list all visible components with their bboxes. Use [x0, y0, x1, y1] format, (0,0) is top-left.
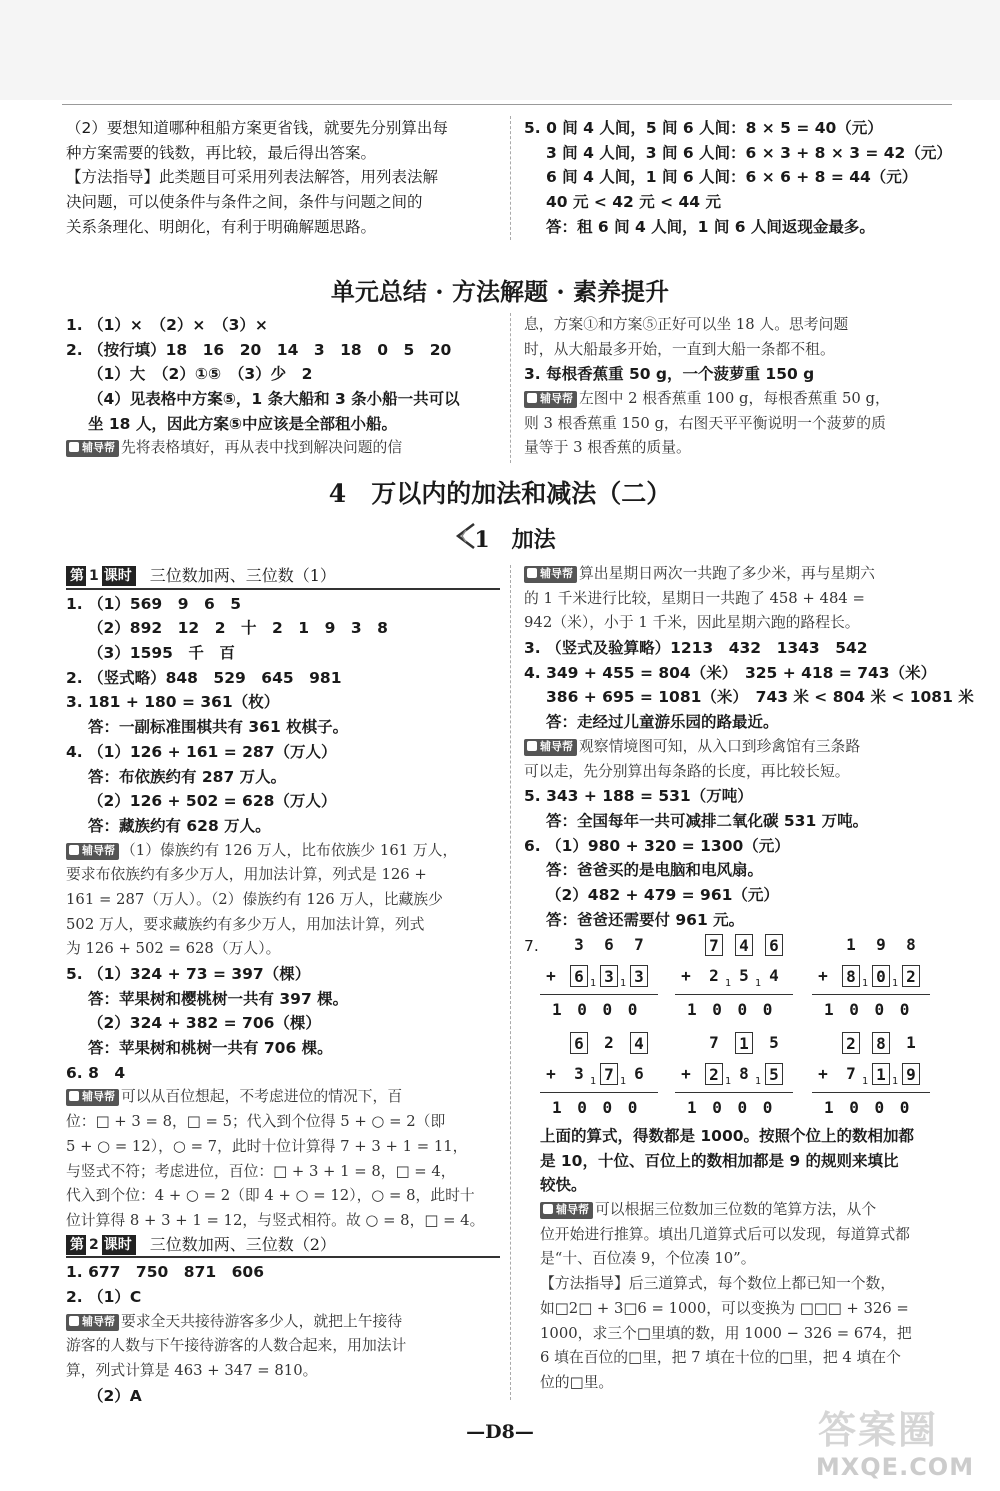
unit-summary-title: 单元总结 · 方法解题 · 素养提升	[330, 277, 670, 306]
filled-box-digit: 8	[842, 965, 860, 987]
filled-box-digit: 2	[902, 965, 920, 987]
filled-box-digit: 6	[570, 965, 588, 987]
answer-line: 较快。	[540, 1176, 587, 1195]
addition-puzzle	[812, 1032, 937, 1124]
sum-line	[812, 994, 930, 995]
answer-line: 答：藏族约有 628 万人。	[88, 816, 271, 835]
helper-note: 辅导帮 左图中 2 根香蕉重 100 g，每根香蕉重 50 g，	[524, 387, 954, 412]
answer-line: 386 + 695 = 1081（米） 743 米 < 804 米 < 1081 米	[546, 688, 974, 707]
answer-line: 3. （竖式及验算略）1213 432 1343 542	[524, 639, 868, 658]
answer-line: 答：爸爸还需要付 961 元。	[546, 910, 745, 929]
filled-box-digit: 2	[842, 1032, 860, 1054]
digit: 4	[769, 966, 779, 985]
text-line: 【方法指导】此类题目可采用列表法解答，用列表法解	[66, 168, 439, 187]
filled-box-digit: 9	[902, 1063, 920, 1085]
plus-sign: +	[546, 966, 556, 985]
filled-box-digit: 0	[872, 965, 890, 987]
answer-line: 4. 349 + 455 = 804（米） 325 + 418 = 743（米）	[524, 663, 937, 682]
filled-box-digit: 6	[765, 934, 783, 956]
digit: 8	[906, 935, 916, 954]
answer-line: 2. （1）C	[66, 1287, 142, 1306]
filled-box-digit: 1	[735, 1032, 753, 1054]
answer-line: 5. （1）324 + 73 = 397（棵）	[66, 965, 311, 983]
sum-line	[540, 994, 658, 995]
answer-line: 2. （按行填）18 16 20 14 3 18 0 5 20	[66, 340, 452, 359]
sum-line	[675, 994, 793, 995]
top-left-block	[66, 116, 506, 239]
answer-line: 答：租 6 间 4 人间，1 间 6 人间返现金最多。	[546, 217, 875, 236]
sum-result: 1 0 0 0	[687, 1000, 776, 1019]
helper-icon	[543, 1204, 553, 1214]
text-line: 息，方案①和方案⑤正好可以坐 18 人。思考问题	[524, 316, 849, 333]
plus-sign: +	[818, 1064, 828, 1083]
digit: 7	[634, 935, 644, 954]
text-line: 的 1 千米进行比较，星期日一共跑了 458 + 484 =	[524, 589, 865, 607]
carry-mark: 1	[862, 978, 869, 989]
column-divider	[510, 565, 511, 1400]
answer-line: 4. （1）126 + 161 = 287（万人）	[66, 742, 337, 761]
sum-line	[675, 1092, 793, 1093]
text-line: 代入到个位：4 + ○ = 2（即 4 + ○ = 12），○ = 8，此时十	[66, 1187, 475, 1205]
carry-mark: 1	[892, 1076, 899, 1087]
digit: 6	[604, 935, 614, 954]
helper-icon	[69, 442, 79, 452]
text-line: 量等于 3 根香蕉的质量。	[524, 439, 691, 457]
helper-note: 辅导帮 要求全天共接待游客多少人，就把上午接待	[66, 1310, 500, 1335]
chapter-title: 4 万以内的加法和减法（二）	[328, 479, 672, 508]
helper-tag: 辅导帮	[524, 739, 577, 756]
sum-result: 1 0 0 0	[552, 1098, 641, 1117]
sum-line	[812, 1092, 930, 1093]
addition-puzzle	[675, 1032, 800, 1124]
filled-box-digit: 7	[600, 1063, 618, 1085]
addition-puzzle	[675, 934, 800, 1026]
text-line: 942（米），小于 1 千米，因此星期六跑的路程长。	[524, 614, 860, 632]
answer-line: 3. 每根香蕉重 50 g，一个菠萝重 150 g	[524, 365, 815, 384]
helper-note: 辅导帮 可以从百位想起，不考虑进位的情况下，百	[66, 1085, 500, 1110]
answer-line: （2）126 + 502 = 628（万人）	[88, 792, 337, 811]
helper-tag: 辅导帮	[66, 1089, 119, 1106]
text-line: 如□2□ + 3□6 = 1000，可以变换为 □□□ + 326 =	[540, 1299, 909, 1317]
right-column-after	[540, 1124, 960, 1396]
helper-tag: 辅导帮	[524, 391, 577, 408]
plus-sign: +	[681, 966, 691, 985]
helper-tag: 辅导帮	[524, 566, 577, 583]
text-line: （2）要想知道哪种租船方案更省钱，就要先分别算出每	[66, 119, 448, 137]
answer-line: 答：全国每年一共可减排二氧化碳 531 万吨。	[546, 811, 869, 830]
column-divider	[510, 116, 511, 240]
lesson-1-header	[66, 565, 500, 590]
answer-line: （2）A	[88, 1386, 142, 1405]
text-line: 与竖式不符；考虑进位，百位：□ + 3 + 1 = 8，□ = 4，	[66, 1162, 456, 1180]
digit: 1	[906, 1033, 916, 1052]
digit: 1	[846, 935, 856, 954]
plus-sign: +	[818, 966, 828, 985]
digit: 3	[574, 935, 584, 954]
plus-sign: +	[681, 1064, 691, 1083]
helper-note: 辅导帮 （1）傣族约有 126 万人，比布依族少 161 万人，	[66, 839, 500, 864]
helper-icon	[69, 1091, 79, 1101]
carry-mark: 1	[725, 978, 732, 989]
carry-mark: 1	[590, 1076, 597, 1087]
top-margin	[0, 0, 1000, 100]
answer-line: （4）见表格中方案⑤，1 条大船和 3 条小船一共可以	[88, 390, 460, 409]
filled-box-digit: 3	[630, 965, 648, 987]
filled-box-digit: 2	[705, 1063, 723, 1085]
answer-line: 5. 0 间 4 人间，5 间 6 人间：8 × 5 = 40（元）	[524, 119, 883, 137]
digit: 6	[634, 1064, 644, 1083]
carry-mark: 1	[590, 978, 597, 989]
watermark-text: 答案圈	[818, 1408, 939, 1452]
sum-line	[540, 1092, 658, 1093]
answer-line: 3. 181 + 180 = 361（枚）	[66, 693, 280, 712]
text-line: 游客的人数与下午接待游客的人数合起来，用加法计	[66, 1337, 407, 1355]
helper-tag: 辅导帮	[66, 843, 119, 860]
answer-line: 1. （1）× （2）× （3）×	[66, 316, 268, 334]
digit: 9	[876, 935, 886, 954]
text-line: 【方法指导】后三道算式，每个数位上都已知一个数，	[540, 1275, 896, 1293]
text-line: 关系条理化、明朗化，有利于明确解题思路。	[66, 217, 377, 236]
top-right-block	[524, 116, 954, 239]
right-column	[524, 562, 974, 932]
filled-box-digit: 4	[630, 1032, 648, 1054]
addition-puzzle	[812, 934, 937, 1026]
addition-puzzle	[540, 934, 665, 1026]
lesson-2-header	[66, 1234, 500, 1259]
helper-note: 辅导帮 可以根据三位数加三位数的笔算方法，从个	[540, 1198, 960, 1223]
text-line: 5 + ○ = 12），○ = 7，此时十位计算得 7 + 3 + 1 = 11，	[66, 1137, 468, 1155]
answer-line: 上面的算式，得数都是 1000。按照个位上的数相加都	[540, 1127, 915, 1145]
answer-line: 1. 677 750 871 606	[66, 1263, 264, 1282]
answer-line: 6. 8 4	[66, 1063, 126, 1082]
sum-result: 1 0 0 0	[824, 1098, 913, 1117]
digit: 7	[709, 1033, 719, 1052]
carry-mark: 1	[725, 1076, 732, 1087]
answer-line: 5. 343 + 188 = 531（万吨）	[524, 787, 753, 806]
answer-line: 答：苹果树和桃树一共有 706 棵。	[88, 1039, 333, 1058]
filled-box-digit: 3	[600, 965, 618, 987]
answer-line: 40 元 < 42 元 < 44 元	[546, 193, 721, 212]
carry-mark: 1	[892, 978, 899, 989]
watermark-logo	[800, 1395, 990, 1487]
answer-line: 6 间 4 人间，1 间 6 人间：6 × 6 + 8 = 44（元）	[546, 168, 918, 187]
addition-puzzle	[540, 1032, 665, 1124]
helper-tag: 辅导帮	[66, 1314, 119, 1331]
answer-line: 答：苹果树和樱桃树一共有 397 棵。	[88, 989, 349, 1008]
helper-icon	[527, 741, 537, 751]
answer-line: 6. （1）980 + 320 = 1300（元）	[524, 836, 790, 855]
answer-line: 答：爸爸买的是电脑和电风扇。	[546, 861, 764, 880]
carry-mark: 1	[620, 1076, 627, 1087]
helper-tag: 辅导帮	[540, 1202, 593, 1219]
digit: 7	[846, 1064, 856, 1083]
column-divider	[510, 313, 511, 463]
answer-line: 坐 18 人，因此方案⑤中应该是全部租小船。	[88, 414, 397, 433]
text-line: 种方案需要的钱数，再比较，最后得出答案。	[66, 143, 377, 162]
digit: 5	[769, 1033, 779, 1052]
summary-left-block	[66, 313, 506, 461]
text-line: 502 万人，要求藏族约有多少万人，用加法计算，列式	[66, 915, 425, 933]
page-number: —D8—	[466, 1421, 534, 1443]
answer-line: 答：布依族约有 287 万人。	[88, 767, 287, 786]
answer-line: （3）1595 千 百	[88, 644, 235, 663]
text-line: 决问题，可以使条件与条件之间，条件与问题之间的	[66, 193, 423, 212]
text-line: 位开始进行推算。填出几道算式后可以发现，每道算式都	[540, 1225, 910, 1243]
helper-tag: 辅导帮	[66, 440, 119, 457]
answer-line: 3 间 4 人间，3 间 6 人间：6 × 3 + 8 × 3 = 42（元）	[546, 143, 952, 162]
answer-line: （1）大 （2）①⑤ （3）少 2	[88, 365, 313, 384]
answer-line: 是 10，十位、百位上的数相加都是 9 的规则来填比	[540, 1151, 899, 1170]
carry-mark: 1	[755, 1076, 762, 1087]
carry-mark: 1	[755, 978, 762, 989]
text-line: 位计算得 8 + 3 + 1 = 12，与竖式相符。故 ○ = 8，□ = 4。	[66, 1211, 485, 1229]
filled-box-digit: 5	[765, 1063, 783, 1085]
filled-box-digit: 7	[705, 934, 723, 956]
digit: 2	[604, 1033, 614, 1052]
filled-box-digit: 4	[735, 934, 753, 956]
carry-mark: 1	[620, 978, 627, 989]
text-line: 位的□里。	[540, 1373, 614, 1391]
plus-sign: +	[546, 1064, 556, 1083]
filled-box-digit: 8	[872, 1032, 890, 1054]
sum-result: 1 0 0 0	[824, 1000, 913, 1019]
helper-icon	[527, 568, 537, 578]
text-line: 6 填在百位的□里，把 7 填在十位的□里，把 4 填在个	[540, 1349, 901, 1367]
helper-note: 辅导帮 先将表格填好，再从表中找到解决问题的信	[66, 436, 506, 461]
watermark-site: MXQE.COM	[815, 1453, 975, 1481]
answer-line: 1. （1）569 9 6 5	[66, 594, 242, 613]
carry-mark: 1	[862, 1076, 869, 1087]
section-title: 1 加法	[474, 527, 556, 553]
lesson-title: 三位数加两、三位数（1）	[149, 566, 336, 585]
text-line: 是“十、百位凑 9，个位凑 10”。	[540, 1250, 756, 1268]
answer-line: 答：走经过儿童游乐园的路最近。	[546, 713, 779, 732]
text-line: 要求布依族约有多少万人，用加法计算，列式是 126 +	[66, 866, 427, 884]
text-line: 161 = 287（万人）。（2）傣族约有 126 万人，比藏族少	[66, 890, 443, 908]
text-line: 可以走，先分别算出每条路的长度，再比较长短。	[524, 762, 850, 780]
lesson-badge: 第 1 课时	[66, 566, 136, 586]
text-line: 为 126 + 502 = 628（万人）。	[66, 940, 281, 958]
answer-line: （2）892 12 2 十 2 1 9 3 8	[88, 619, 388, 638]
text-line: 1000，求三个□里填的数，用 1000 − 326 = 674，把	[540, 1324, 912, 1342]
text-line: 算，列式计算是 463 + 347 = 810。	[66, 1362, 318, 1379]
text-line: 时，从大船最多开始，一直到大船一条都不租。	[524, 340, 835, 358]
digit: 2	[709, 966, 719, 985]
lesson-badge: 第 2 课时	[66, 1235, 136, 1255]
text-line: 则 3 根香蕉重 150 g，右图天平平衡说明一个菠萝的质	[524, 414, 886, 432]
helper-icon	[69, 845, 79, 855]
helper-note: 辅导帮 观察情境图可知，从入口到珍禽馆有三条路	[524, 735, 956, 760]
filled-box-digit: 1	[872, 1063, 890, 1085]
digit: 5	[739, 966, 749, 985]
helper-icon	[69, 1316, 79, 1326]
helper-icon	[527, 393, 537, 403]
lesson-title: 三位数加两、三位数（2）	[149, 1234, 336, 1254]
summary-right-block	[524, 313, 954, 461]
top-rule	[62, 104, 952, 105]
answer-line: （2）324 + 382 = 706（棵）	[88, 1014, 321, 1033]
question-7-label: 7.	[524, 937, 539, 955]
helper-note: 辅导帮 算出星期日两次一共跑了多少米，再与星期六	[524, 562, 956, 587]
digit: 8	[739, 1064, 749, 1083]
answer-line: 2. （竖式略）848 529 645 981	[66, 668, 342, 687]
answer-line: 答：一副标准围棋共有 361 枚棋子。	[88, 718, 349, 737]
sum-result: 1 0 0 0	[687, 1098, 776, 1117]
filled-box-digit: 6	[570, 1032, 588, 1054]
answer-line: （2）482 + 479 = 961（元）	[546, 885, 779, 904]
sum-result: 1 0 0 0	[552, 1000, 641, 1019]
digit: 3	[574, 1064, 584, 1083]
left-column	[66, 565, 500, 1408]
text-line: 位：□ + 3 = 8，□ = 5；代入到个位得 5 + ○ = 2（即	[66, 1113, 446, 1131]
